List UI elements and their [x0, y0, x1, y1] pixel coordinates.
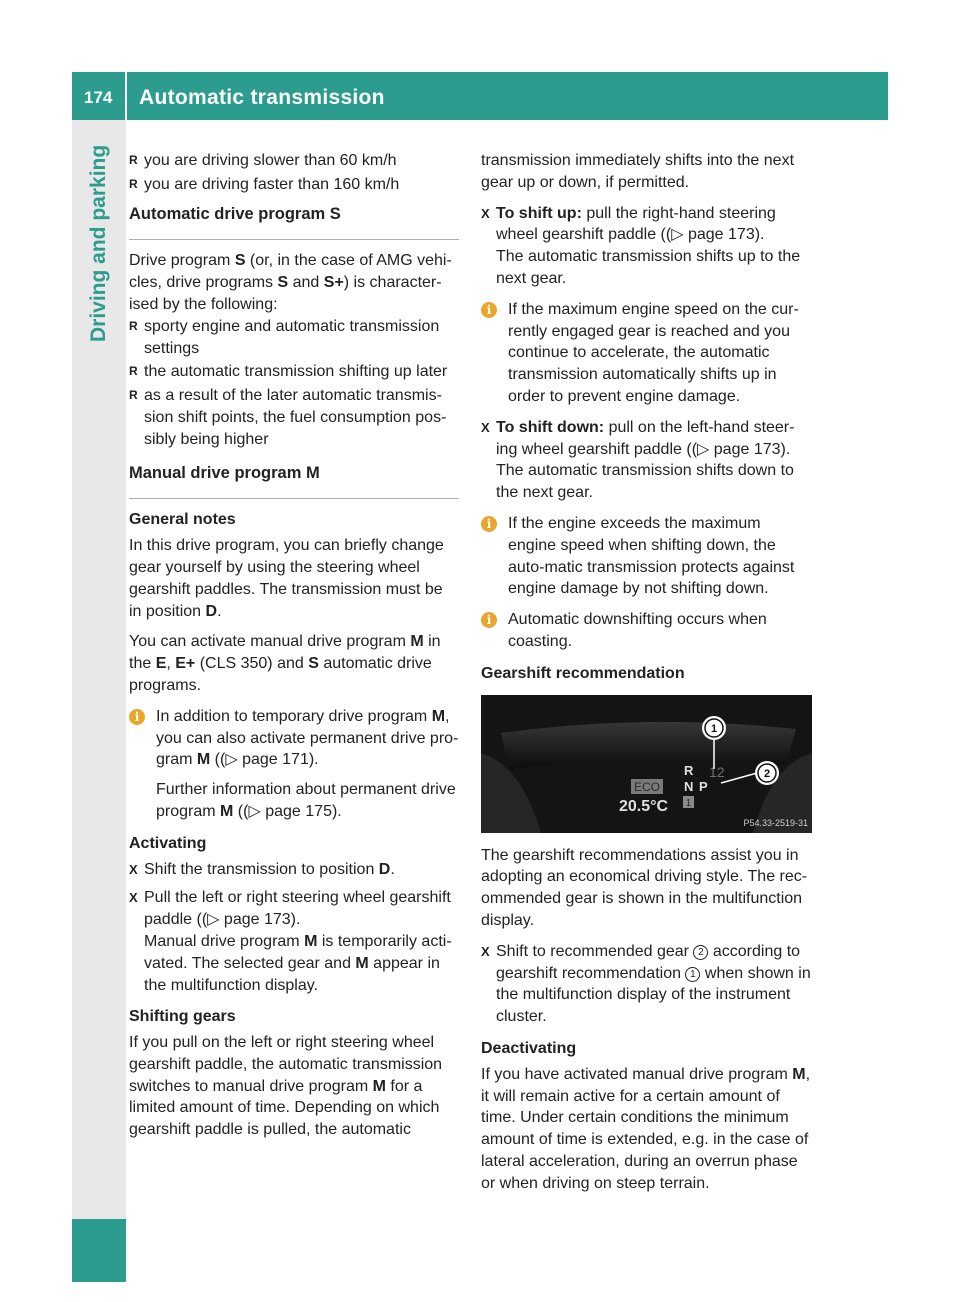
- paragraph: transmission immediately shifts into the next gear up or down, if permitted.: [481, 152, 795, 191]
- section-heading-s: Automatic drive program S: [129, 204, 459, 241]
- figure-code: P54.33-2519-31: [743, 817, 808, 828]
- info-icon: i: [481, 516, 497, 532]
- cluster-graphic: [481, 695, 812, 833]
- instrument-cluster-figure: [481, 695, 812, 833]
- info-note: i In addition to temporary drive program M, you can also activate permanent drive pro-gram M ((▷ page 171). Further information about permanent drive program M ((▷ page 175).: [129, 706, 459, 823]
- subheading-deactivating: Deactivating: [481, 1039, 577, 1057]
- info-note: i If the maximum engine speed on the cur-rently engaged gear is reached and you continue to accelerate, the automatic transmission automatically shifts up in order to prevent engine damage.: [481, 299, 812, 408]
- step-item: X To shift down: pull on the left-hand steer-ing wheel gearshift paddle ((▷ page 173).: [481, 418, 795, 458]
- step-arrow-icon: X: [129, 890, 138, 906]
- eco-label: ECO: [633, 779, 661, 794]
- gear-p: P: [699, 778, 708, 794]
- info-note: i If the engine exceeds the maximum engine speed when shifting down, the auto-matic transmission protects against engine damage by not shifting down.: [481, 513, 812, 600]
- subheading-shifting: Shifting gears: [129, 1008, 236, 1026]
- step-result: The automatic transmission shifts down to the next gear.: [496, 462, 794, 502]
- paragraph: In this drive program, you can briefly change gear yourself by using the steering wheel gearshift paddles. The transmission must be in position D.: [129, 537, 444, 620]
- subheading-activating: Activating: [129, 834, 207, 852]
- step-arrow-icon: X: [481, 419, 490, 435]
- current-gear: 1: [685, 797, 692, 809]
- page-title: Automatic transmission: [139, 86, 385, 109]
- callout-ref-2: 2: [693, 945, 708, 960]
- step-item: X Shift to recommended gear 2 according to gearshift recommendation 1 when shown in the multifunction display of the instrument cluster.: [481, 942, 811, 1026]
- page-ref-arrow-icon: (▷: [243, 802, 261, 820]
- step-result: Manual drive program M is temporarily acti-vated. The selected gear and M appear in the multifunction display.: [144, 932, 452, 994]
- paragraph: Drive program S (or, in the case of AMG vehi-cles, drive programs S and S+) is character-ised by the following:: [129, 252, 452, 313]
- left-column: [129, 150, 459, 1150]
- step-arrow-icon: X: [129, 861, 138, 877]
- gear-r: R: [684, 762, 694, 778]
- info-icon: i: [481, 302, 497, 318]
- callout-1-label: 1: [710, 722, 718, 735]
- list-item: R sporty engine and automatic transmission settings: [129, 316, 459, 360]
- section-heading-m: Manual drive program M: [129, 463, 459, 500]
- list-item: R the automatic transmission shifting up later: [129, 361, 459, 383]
- subheading-general-notes: General notes: [129, 511, 236, 529]
- step-arrow-icon: X: [481, 205, 490, 221]
- side-tab-marker: [72, 1219, 126, 1282]
- gear-n: N: [684, 778, 694, 794]
- paragraph: The gearshift recommendations assist you in adopting an economical driving style. The rec-ommended gear is shown in the multifunction display.: [481, 846, 808, 929]
- info-icon: i: [129, 709, 145, 725]
- page-ref-arrow-icon: (▷: [691, 440, 710, 458]
- callout-ref-1: 1: [685, 967, 700, 982]
- page-number: 174: [84, 88, 113, 107]
- page-ref-arrow-icon: (▷: [665, 226, 684, 244]
- info-note: i Automatic downshifting occurs when coasting.: [481, 609, 812, 653]
- step-arrow-icon: X: [481, 943, 490, 959]
- temperature-readout: 20.5°C: [619, 797, 669, 815]
- right-column: [481, 150, 812, 1203]
- step-result: The automatic transmission shifts up to the next gear.: [496, 248, 801, 287]
- step-item: X To shift up: pull the right-hand steering wheel gearshift paddle ((▷ page 173).: [481, 204, 776, 244]
- info-icon: i: [481, 612, 497, 628]
- callout-2-label: 2: [763, 767, 771, 780]
- gear-recommendation: 12: [709, 763, 725, 780]
- paragraph: If you have activated manual drive program M, it will remain active for a certain amount of time. Under certain conditions the minimum amount of time is extended, e.g. in the case of lateral acceleration, during an overrun phase or when driving on steep terrain.: [481, 1065, 811, 1192]
- header-divider: [125, 72, 127, 120]
- list-item: R you are driving faster than 160 km/h: [129, 174, 459, 196]
- list-item: R as a result of the later automatic transmis-sion shift points, the fuel consumption pos-sibly being higher: [129, 385, 459, 450]
- paragraph: You can activate manual drive program M in the E, E+ (CLS 350) and S automatic drive programs.: [129, 633, 441, 694]
- subheading-gearshift: Gearshift recommendation: [481, 664, 685, 682]
- step-item: X Pull the left or right steering wheel gearshift paddle ((▷ page 173).: [129, 889, 451, 929]
- page-ref-arrow-icon: (▷: [201, 911, 220, 929]
- paragraph: If you pull on the left or right steering wheel gearshift paddle, the automatic transmission switches to manual drive program M for a limited amount of time. Depending on which gearshift paddle is pulled, the automatic: [129, 1034, 443, 1139]
- list-item: R you are driving slower than 60 km/h: [129, 150, 459, 172]
- step-item: X Shift the transmission to position D.: [129, 859, 459, 881]
- page-ref-arrow-icon: (▷: [220, 751, 238, 769]
